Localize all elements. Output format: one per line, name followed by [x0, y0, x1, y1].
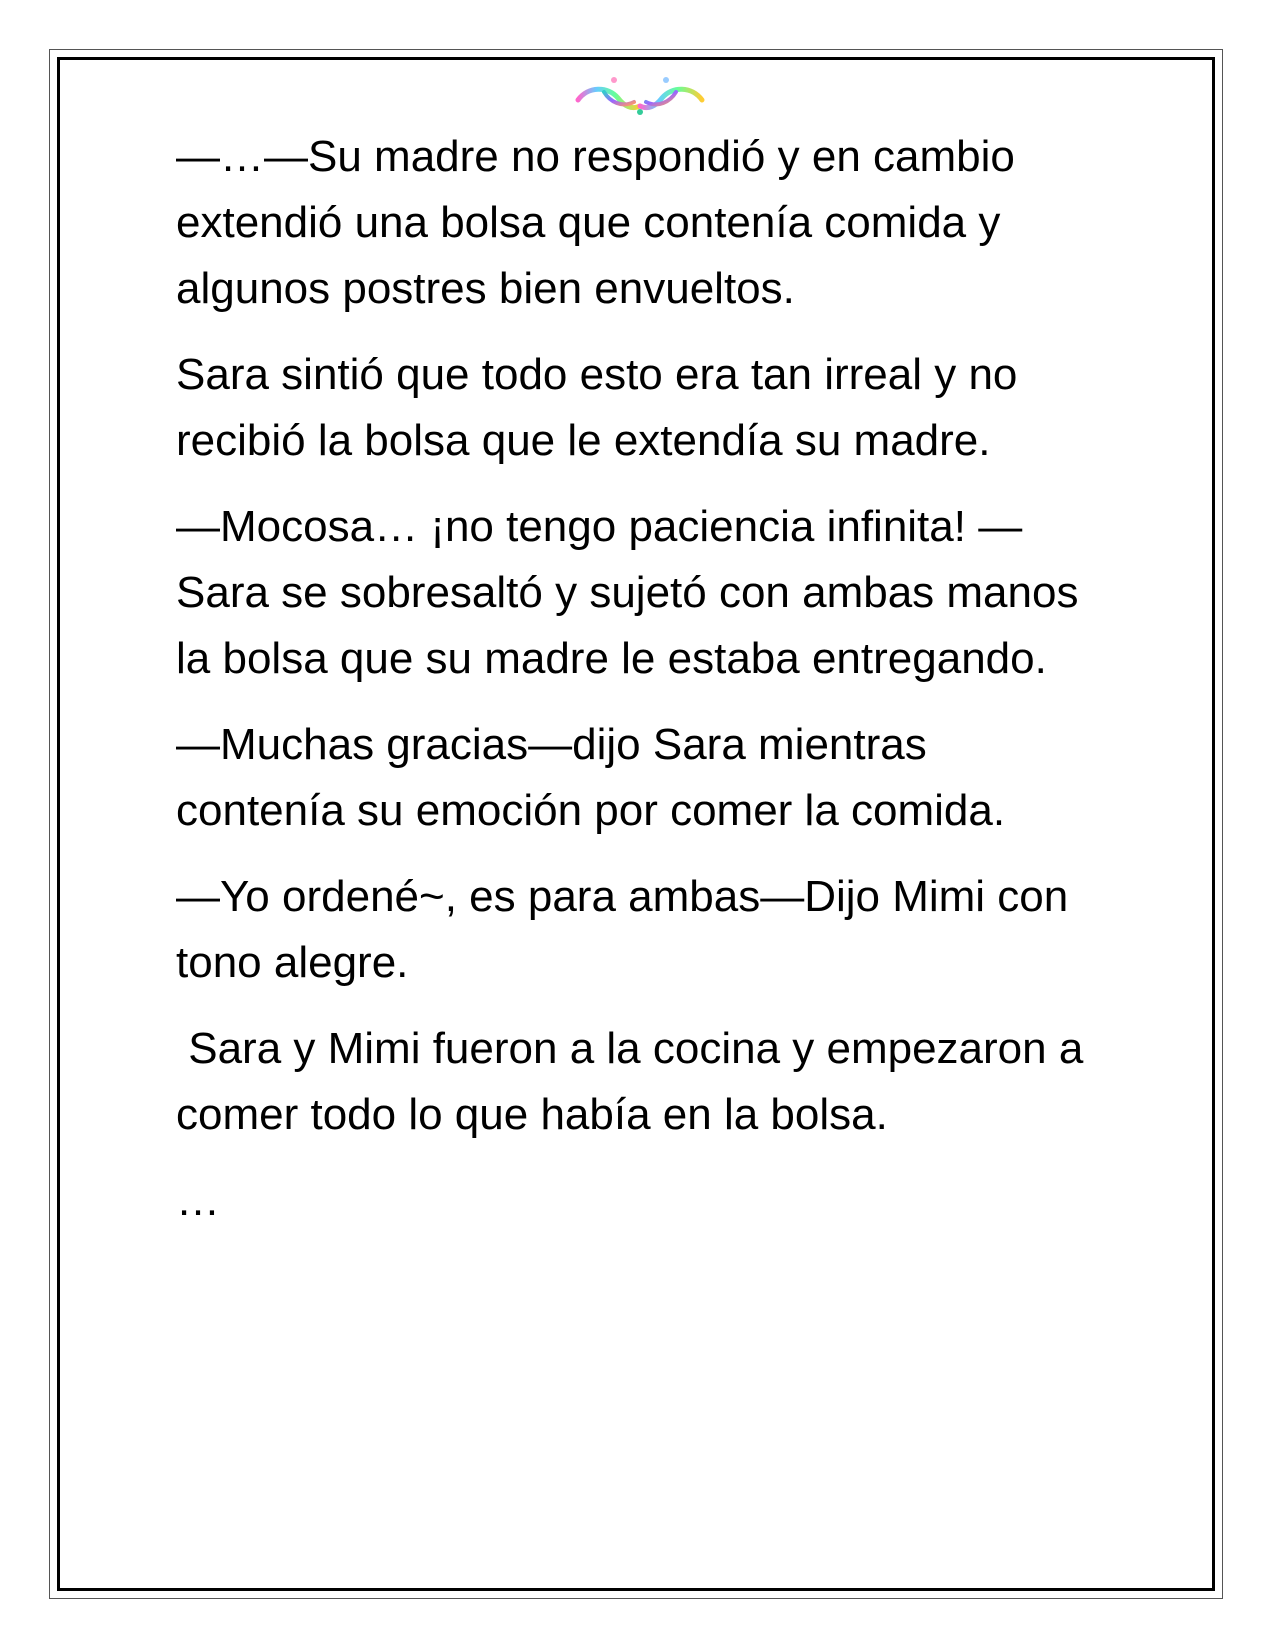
paragraph: —Mocosa… ¡no tengo paciencia infinita! —Sara se sobresaltó y sujetó con ambas manos la bolsa que su madre le estaba entregando. [176, 502, 1079, 683]
paragraph: —Yo ordené~, es para ambas—Dijo Mimi con tono alegre. [176, 872, 1069, 987]
paragraph: —Muchas gracias—dijo Sara mientras contenía su emoción por comer la comida. [176, 720, 1006, 835]
paragraph: —…—Su madre no respondió y en cambio extendió una bolsa que contenía comida y algunos postres bien envueltos. [176, 132, 1015, 313]
document-body [176, 124, 1096, 1254]
paragraph: Sara sintió que todo esto era tan irreal y no recibió la bolsa que le extendía su madre. [176, 350, 1018, 465]
paragraph: Sara y Mimi fueron a la cocina y empezaron a comer todo lo que había en la bolsa. [176, 1024, 1096, 1139]
ellipsis-paragraph: … [176, 1176, 220, 1225]
colorful-swirl-ornament-icon [574, 72, 706, 120]
